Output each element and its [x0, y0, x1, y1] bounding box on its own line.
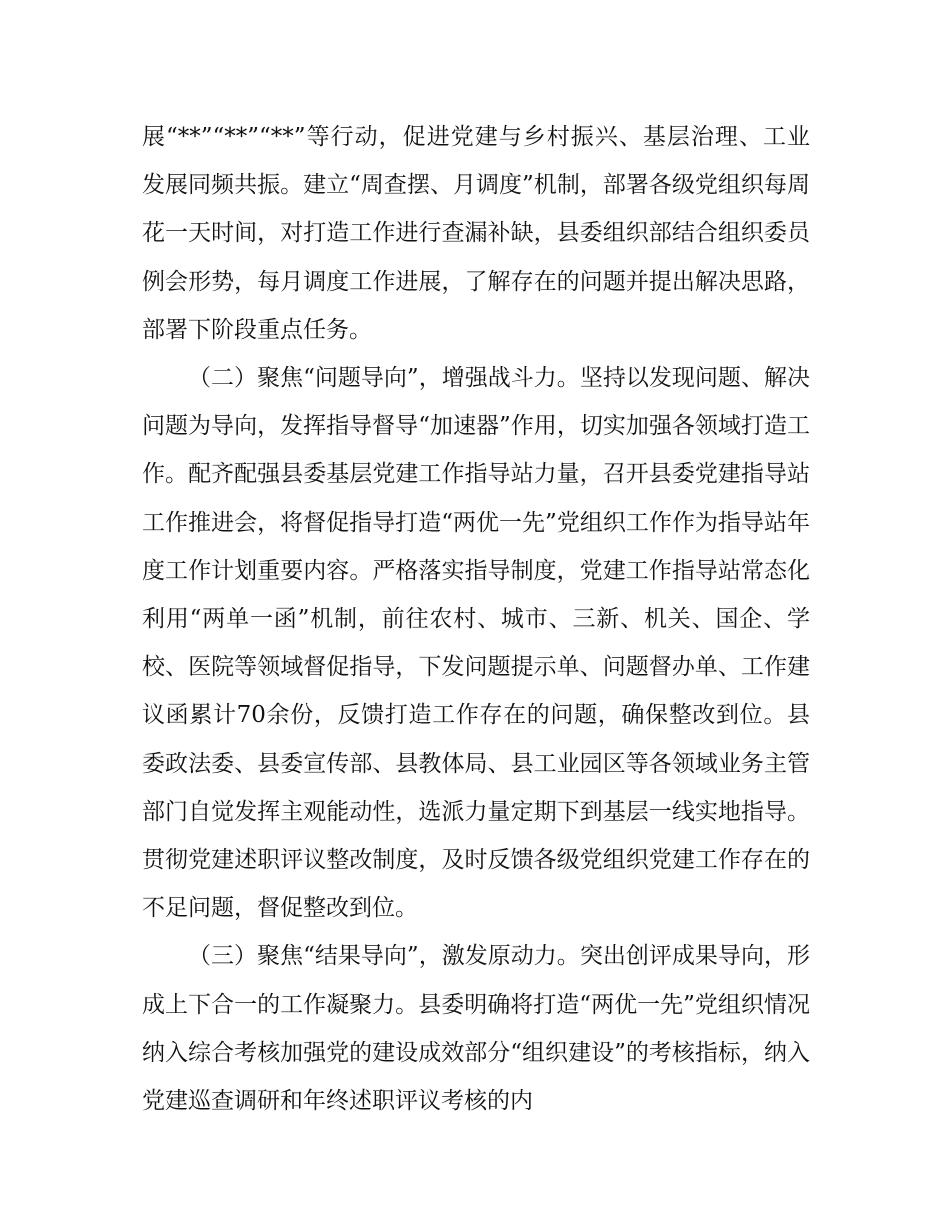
paragraph-3: （三）聚焦“结果导向”，激发原动力。突出创评成果导向，形成上下合一的工作凝聚力。县委明确将打造“两优一先”党组织情况纳入综合考核加强党的建设成效部分“组织建设”的考核指标，纳入党建巡查调研和年终述职评议考核的内 — [142, 943, 810, 1115]
paragraph-1: 展“**”“**”“**”等行动，促进党建与乡村振兴、基层治理、工业发展同频共振。建立“周查摆、月调度”机制，部署各级党组织每周花一天时间，对打造工作进行查漏补缺，县委组织部结合组织委员例会形势，每月调度工作进展，了解存在的问题并提出解决思路，部署下阶段重点任务。 — [142, 124, 810, 343]
paragraph-2: （二）聚焦“问题导向”，增强战斗力。坚持以发现问题、解决问题为导向，发挥指导督导“加速器”作用，切实加强各领域打造工作。配齐配强县委基层党建工作指导站力量，召开县委党建指导站工作推进会，将督促指导打造“两优一先”党组织工作作为指导站年度工作计划重要内容。严格落实指导制度，党建工作指导站常态化利用“两单一函”机制，前往农村、城市、三新、机关、国企、学校、医院等领域督促指导，下发问题提示单、问题督办单、工作建议函累计70余份，反馈打造工作存在的问题，确保整改到位。县委政法委、县委宣传部、县教体局、县工业园区等各领域业务主管部门自觉发挥主观能动性，选派力量定期下到基层一线实地指导。贯彻党建述职评议整改制度，及时反馈各级党组织党建工作存在的不足问题，督促整改到位。 — [142, 365, 810, 922]
document-body — [142, 113, 810, 1125]
